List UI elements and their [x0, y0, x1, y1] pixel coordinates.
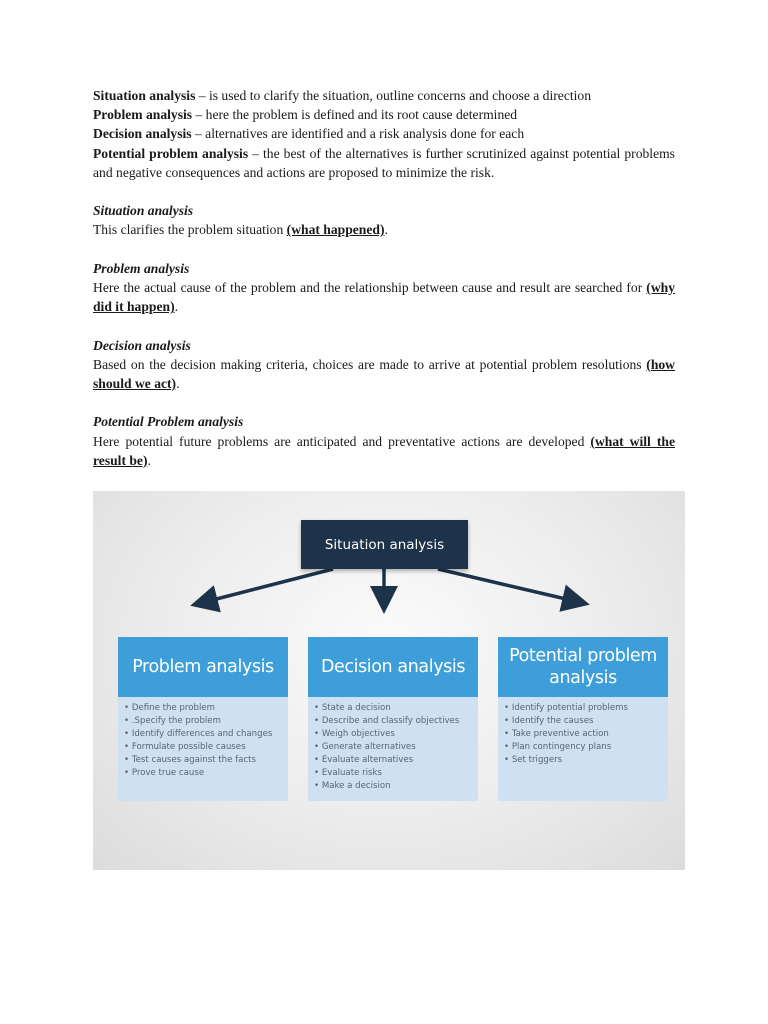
- intro-term: Potential problem analysis: [93, 145, 249, 161]
- intro-text: – here the problem is defined and its root cause determined: [192, 107, 518, 123]
- list-item: • Evaluate risks: [314, 767, 478, 780]
- list-item: • Generate alternatives: [314, 741, 478, 754]
- section-emphasis: (what happened): [286, 222, 385, 238]
- section-heading: Decision analysis: [93, 337, 191, 353]
- section-body: Here potential future problems are anticipated and preventative actions are developed (what will the result be).: [93, 433, 675, 468]
- analysis-diagram: [93, 491, 685, 870]
- intro-term: Problem analysis: [93, 107, 193, 123]
- section-heading: Situation analysis: [93, 203, 194, 219]
- document-body: [93, 86, 675, 470]
- section-heading: Potential Problem analysis: [93, 414, 244, 430]
- intro-term: Decision analysis: [93, 126, 192, 142]
- section-emphasis: (why did it happen): [93, 280, 675, 315]
- list-item: • Plan contingency plans: [504, 741, 668, 754]
- list-item: • Evaluate alternatives: [314, 754, 478, 767]
- list-item: • Set triggers: [504, 754, 668, 767]
- section-body: This clarifies the problem situation (what happened).: [93, 222, 388, 238]
- situation-analysis-box: Situation analysis: [301, 520, 468, 569]
- intro-block: [93, 86, 675, 182]
- section-emphasis: (how should we act): [93, 356, 675, 391]
- list-item: • Weigh objectives: [314, 728, 478, 741]
- potential-problem-analysis-card: [498, 637, 668, 801]
- list-item: • Make a decision: [314, 780, 478, 793]
- intro-line: [93, 144, 675, 182]
- list-item: • Test causes against the facts: [124, 754, 288, 767]
- list-item: • Formulate possible causes: [124, 741, 288, 754]
- card-list: [308, 697, 478, 793]
- problem-analysis-card: [118, 637, 288, 801]
- decision-analysis-card: [308, 637, 478, 801]
- card-title: Problem analysis: [118, 637, 288, 697]
- intro-line: [93, 86, 675, 105]
- list-item: • Identify differences and changes: [124, 728, 288, 741]
- intro-text: – alternatives are identified and a risk analysis done for each: [191, 126, 525, 142]
- intro-line: [93, 124, 675, 143]
- section-body: Here the actual cause of the problem and the relationship between cause and result are searched for (why did it happen).: [93, 280, 675, 315]
- section-emphasis: (what will the result be): [93, 433, 675, 468]
- intro-text: – is used to clarify the situation, outline concerns and choose a direction: [195, 88, 591, 103]
- intro-term: Situation analysis: [93, 88, 196, 103]
- section-heading: Problem analysis: [93, 260, 190, 276]
- list-item: • Identify potential problems: [504, 702, 668, 715]
- card-list: [498, 697, 668, 767]
- list-item: • Define the problem: [124, 702, 288, 715]
- arrow-left: [197, 569, 333, 604]
- card-title: Decision analysis: [308, 637, 478, 697]
- card-title: Potential problem analysis: [498, 637, 668, 697]
- list-item: • Prove true cause: [124, 767, 288, 780]
- arrow-right: [438, 569, 583, 603]
- list-item: • Take preventive action: [504, 728, 668, 741]
- list-item: • State a decision: [314, 702, 478, 715]
- intro-line: [93, 105, 675, 124]
- intro-text: – the best of the alternatives is further scrutinized against potential problems and negative consequences and actions are proposed to minimize the risk.: [93, 145, 675, 180]
- list-item: • .Specify the problem: [124, 715, 288, 728]
- card-list: [118, 697, 288, 780]
- list-item: • Identify the causes: [504, 715, 668, 728]
- section-body: Based on the decision making criteria, choices are made to arrive at potential problem resolutions (how should we act).: [93, 356, 675, 391]
- list-item: • Describe and classify objectives: [314, 715, 478, 728]
